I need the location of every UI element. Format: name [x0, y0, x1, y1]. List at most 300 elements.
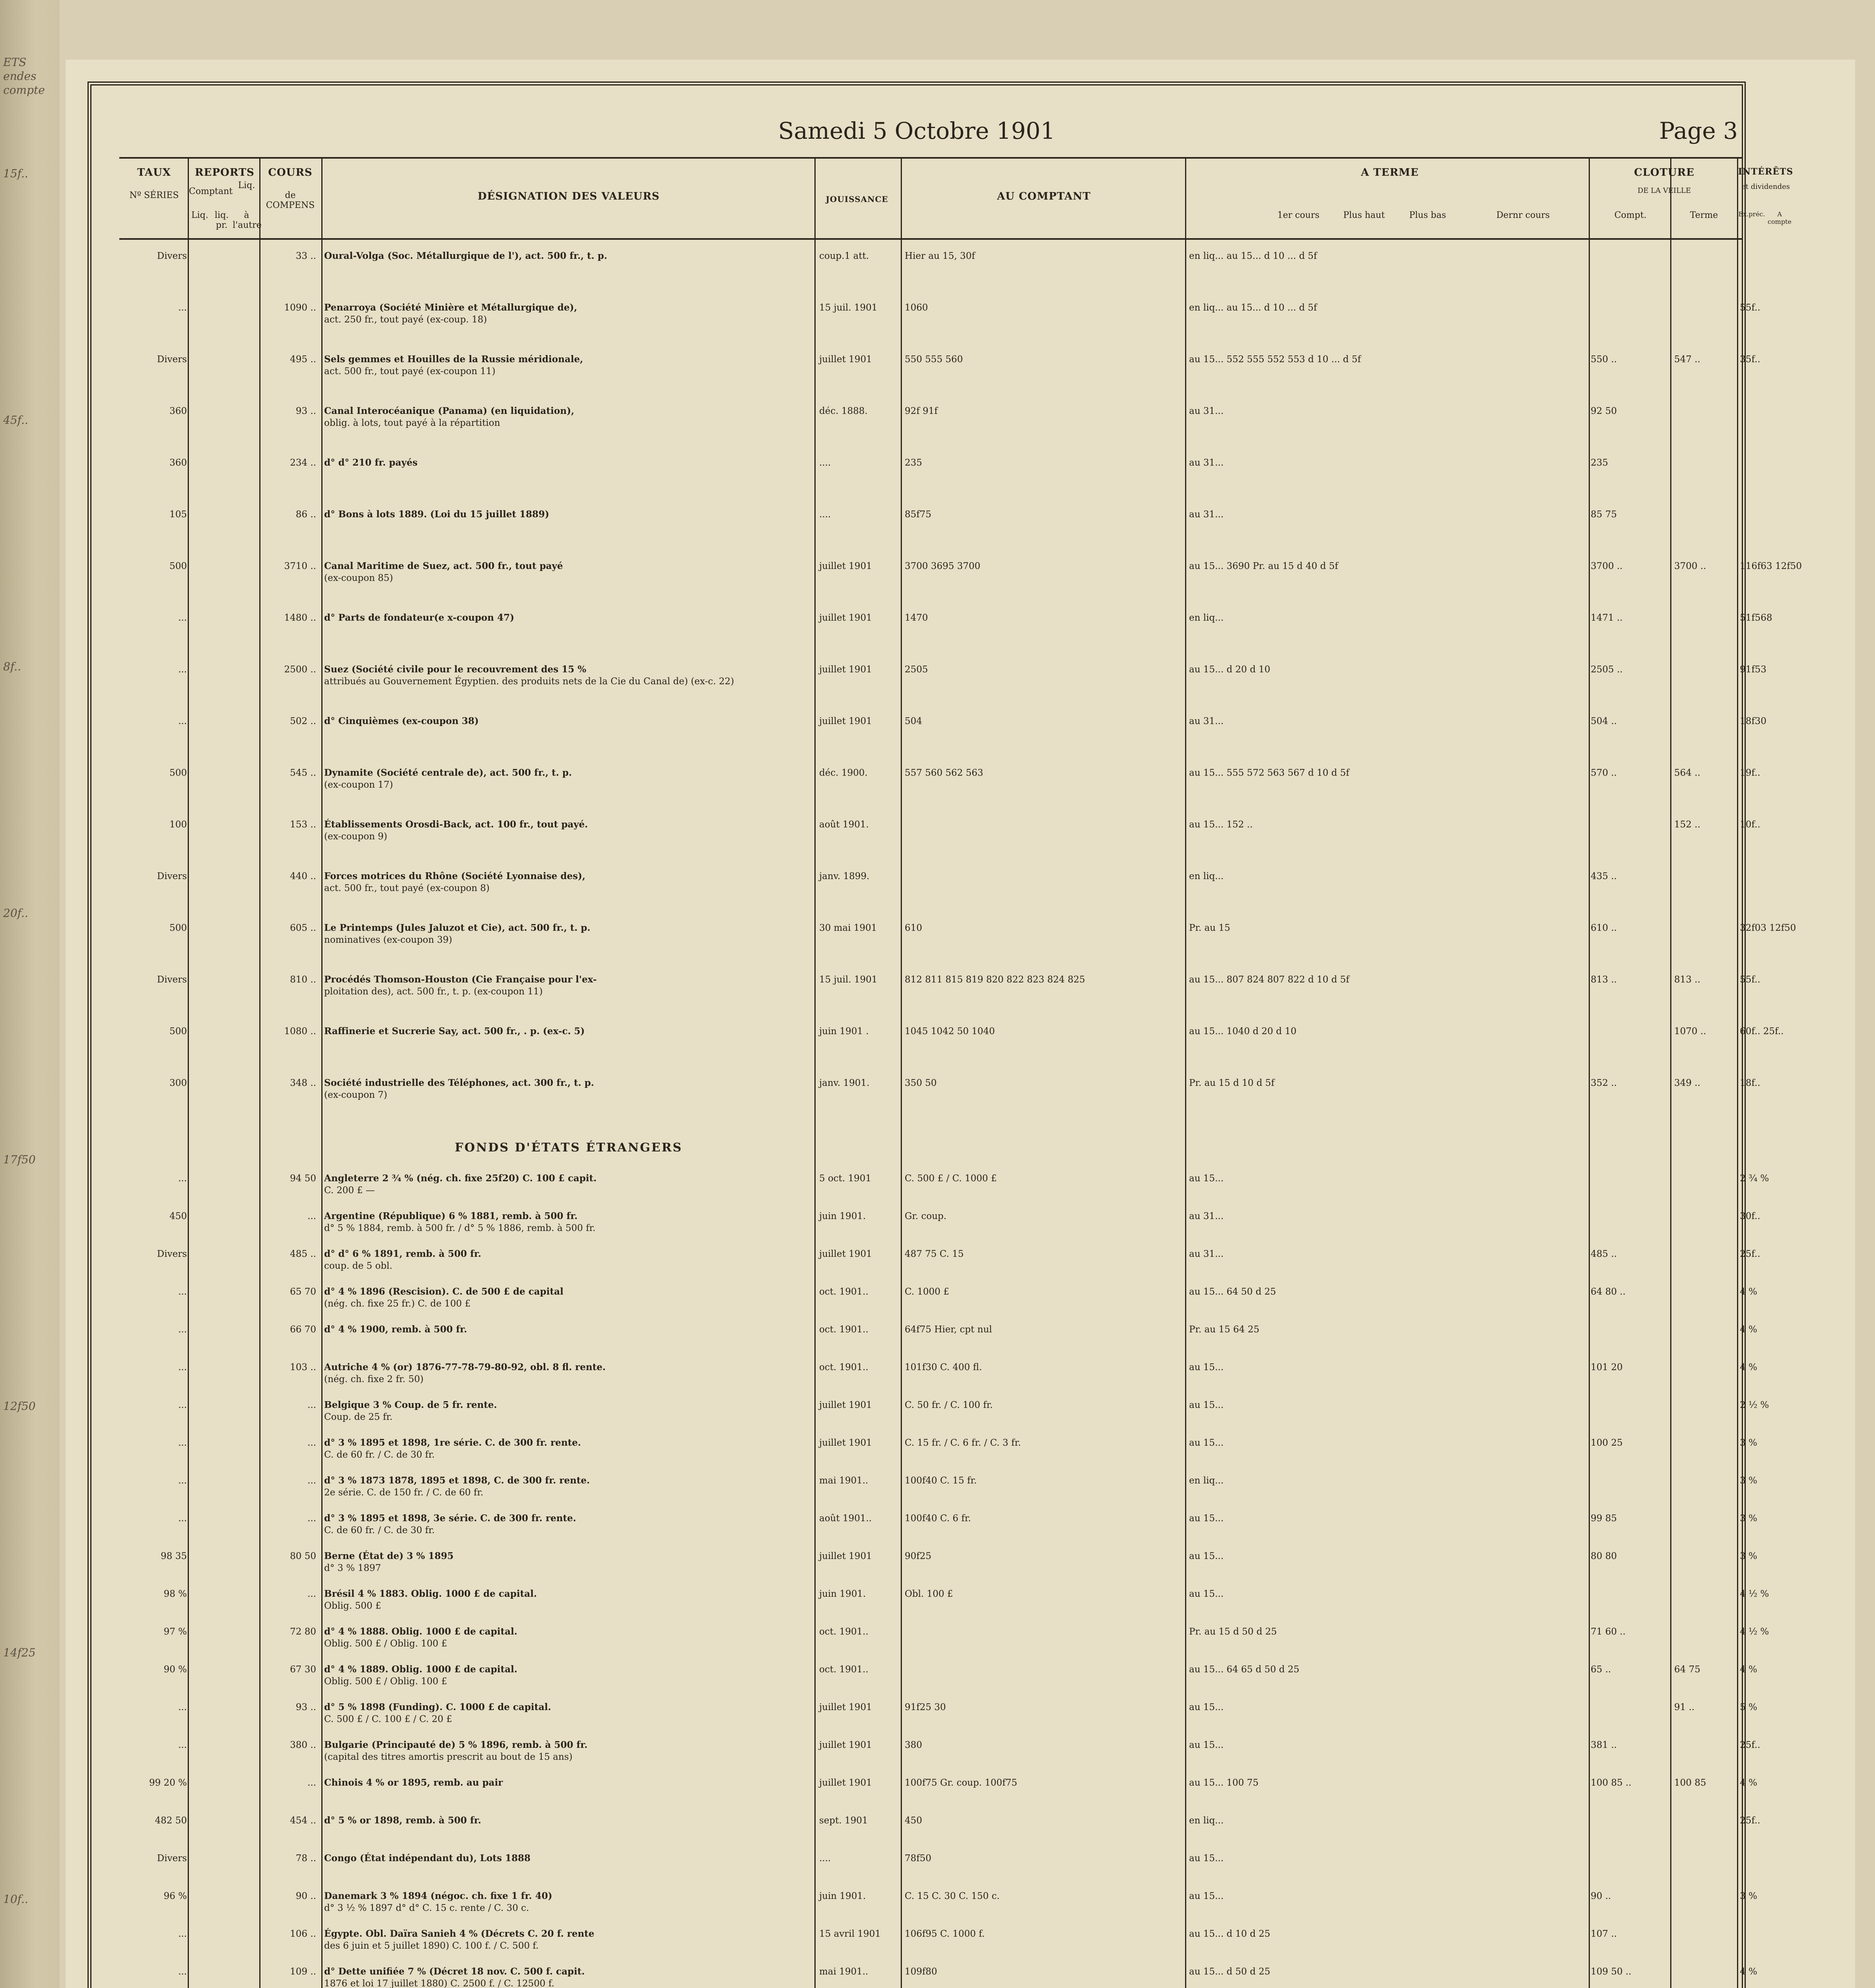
cell-taux: ...	[178, 1513, 187, 1524]
cell-cours: 502 ..	[290, 716, 316, 726]
cell-comptant: Hier au 15, 30f	[905, 251, 975, 261]
cell-cours: 65 70	[290, 1287, 316, 1297]
cell-interets: 4 ½ %	[1740, 1627, 1769, 1637]
cell-cours: 234 ..	[290, 458, 316, 468]
cell-comptant: 1060	[905, 303, 928, 313]
cell-designation	[324, 1966, 813, 1988]
cell-comptant: 109f80	[905, 1967, 937, 1977]
cell-terme: au 15...	[1189, 1400, 1224, 1410]
cell-interets: 60f.. 25f..	[1740, 1026, 1784, 1037]
cell-comptant: 487 75 C. 15	[905, 1249, 964, 1259]
cell-cours: 106 ..	[290, 1929, 316, 1939]
security-detail: C. de 60 fr. / C. de 30 fr.	[324, 1525, 435, 1536]
cell-cloture-compt: 99 85	[1591, 1513, 1617, 1524]
cell-taux: ...	[178, 303, 187, 313]
col-liq: Liq.	[238, 181, 255, 190]
cell-interets: 18f..	[1740, 1078, 1760, 1088]
col-taux: TAUX	[137, 167, 171, 179]
security-name: d° d° 210 fr. payés	[324, 457, 418, 468]
cell-cours: ...	[307, 1211, 316, 1221]
security-name: Société industrielle des Téléphones, act. 300 fr., t. p.	[324, 1077, 594, 1088]
cell-interets: 116f63 12f50	[1740, 561, 1802, 571]
cell-cloture-terme: 100 85	[1674, 1778, 1706, 1788]
cell-taux: ...	[178, 1324, 187, 1335]
cell-interets: 4 %	[1740, 1324, 1757, 1335]
cell-terme: Pr. au 15 64 25	[1189, 1324, 1259, 1335]
security-name: Dynamite (Société centrale de), act. 500 fr., t. p.	[324, 767, 572, 778]
security-name: Canal Maritime de Suez, act. 500 fr., tout payé	[324, 561, 563, 571]
cell-terme: au 15...	[1189, 1513, 1224, 1524]
cell-jouissance: juillet 1901	[819, 613, 872, 623]
cell-jouissance: mai 1901..	[819, 1475, 869, 1486]
security-detail: (nég. ch. fixe 25 fr.) C. de 100 £	[324, 1299, 471, 1309]
cell-taux: 450	[169, 1211, 187, 1221]
cell-designation	[324, 405, 813, 429]
cell-taux: Divers	[157, 251, 187, 261]
cell-taux: 90 %	[163, 1664, 187, 1675]
security-detail: Oblig. 500 £ / Oblig. 100 £	[324, 1639, 447, 1649]
security-detail: C. 500 £ / C. 100 £ / C. 20 £	[324, 1714, 452, 1724]
cell-comptant: 812 811 815 819 820 822 823 824 825	[905, 975, 1085, 985]
cell-designation	[324, 1852, 813, 1864]
cell-designation	[324, 1512, 813, 1536]
cell-jouissance: juillet 1901	[819, 354, 872, 365]
security-detail: act. 500 fr., tout payé (ex-coupon 8)	[324, 883, 490, 893]
security-name: d° 3 % 1895 et 1898, 3e série. C. de 300 fr. rente.	[324, 1513, 576, 1524]
quotation-table	[119, 157, 1802, 1988]
cell-jouissance: janv. 1899.	[819, 871, 870, 881]
cell-designation	[324, 1286, 813, 1310]
cell-cloture-terme: 64 75	[1674, 1664, 1700, 1675]
cell-comptant: 1470	[905, 613, 928, 623]
cell-cloture-compt: 107 ..	[1591, 1929, 1617, 1939]
cell-cloture-compt: 235	[1591, 458, 1608, 468]
security-name: Bulgarie (Principauté de) 5 % 1896, remb. à 500 fr.	[324, 1740, 588, 1750]
cell-comptant: 2505	[905, 664, 928, 675]
cell-cloture-compt: 101 20	[1591, 1362, 1623, 1373]
cell-cloture-terme: 1070 ..	[1674, 1026, 1706, 1037]
cell-cloture-compt: 80 80	[1591, 1551, 1617, 1561]
cell-terme: au 15...	[1189, 1853, 1224, 1864]
security-name: Établissements Orosdi-Back, act. 100 fr., tout payé.	[324, 819, 588, 830]
col-a-lautre: à l'autre	[233, 210, 262, 230]
cell-terme: au 31...	[1189, 458, 1224, 468]
security-name: Forces motrices du Rhône (Société Lyonnaise des),	[324, 871, 585, 881]
table-body	[119, 238, 1802, 1988]
margin-fragment: 15f..	[3, 167, 28, 180]
security-name: Congo (État indépendant du), Lots 1888	[324, 1853, 531, 1864]
cell-cloture-terme: 813 ..	[1674, 975, 1700, 985]
security-name: d° d° 6 % 1891, remb. à 500 fr.	[324, 1248, 482, 1259]
security-name: Oural-Volga (Soc. Métallurgique de l'), act. 500 fr., t. p.	[324, 250, 607, 261]
cell-comptant: Obl. 100 £	[905, 1589, 953, 1599]
cell-terme: Pr. au 15 d 50 d 25	[1189, 1627, 1277, 1637]
cell-cloture-compt: 550 ..	[1591, 354, 1617, 365]
margin-fragment: 20f..	[3, 907, 28, 920]
cell-designation	[324, 922, 813, 946]
security-name: Égypte. Obl. Daïra Sanieh 4 % (Décrets C. 20 f. rente	[324, 1928, 595, 1939]
cell-designation	[324, 1739, 813, 1763]
security-name: d° 4 % 1888. Oblig. 1000 £ de capital.	[324, 1626, 517, 1637]
cell-jouissance: juillet 1901	[819, 1778, 872, 1788]
cell-jouissance: ....	[819, 509, 831, 520]
cell-taux: ...	[178, 1967, 187, 1977]
cell-terme: en liq...	[1189, 613, 1224, 623]
security-detail: (capital des titres amortis prescrit au bout de 15 ans)	[324, 1752, 573, 1762]
cell-designation	[324, 1626, 813, 1650]
cell-jouissance: juin 1901.	[819, 1211, 866, 1221]
cell-interets: 4 ½ %	[1740, 1589, 1769, 1599]
cell-taux: 500	[169, 1026, 187, 1037]
col-clot-compt: Compt.	[1614, 210, 1647, 220]
cell-taux: Divers	[157, 1853, 187, 1864]
cell-interets: 4 %	[1740, 1664, 1757, 1675]
security-name: Canal Interocéanique (Panama) (en liquidation),	[324, 406, 574, 416]
cell-designation	[324, 1815, 813, 1827]
cell-taux: ...	[178, 1362, 187, 1373]
cell-designation	[324, 457, 813, 469]
cell-taux: 97 %	[163, 1627, 187, 1637]
cell-terme: au 15...	[1189, 1589, 1224, 1599]
security-detail: attribués au Gouvernement Égyptien. des produits nets de la Cie du Canal de) (ex-c. 22)	[324, 676, 734, 687]
security-name: d° 3 % 1895 et 1898, 1re série. C. de 300 fr. rente.	[324, 1437, 581, 1448]
cell-terme: au 15... 152 ..	[1189, 819, 1253, 830]
security-detail: coup. de 5 obl.	[324, 1261, 392, 1271]
cell-jouissance: juillet 1901	[819, 1740, 872, 1750]
cell-terme: au 31...	[1189, 1211, 1224, 1221]
col-liq-sub: Liq.	[191, 210, 208, 220]
cell-taux: 98 %	[163, 1589, 187, 1599]
security-name: Penarroya (Société Minière et Métallurgique de),	[324, 302, 577, 313]
cell-cours: 495 ..	[290, 354, 316, 365]
cell-interets: 55f..	[1740, 303, 1760, 313]
cell-jouissance: juin 1901.	[819, 1589, 866, 1599]
cell-interets: 4 %	[1740, 1362, 1757, 1373]
cell-taux: ...	[178, 716, 187, 726]
cell-cours: 485 ..	[290, 1249, 316, 1259]
cell-terme: au 15...	[1189, 1702, 1224, 1712]
cell-cloture-compt: 109 50 ..	[1591, 1967, 1632, 1977]
security-name: Angleterre 2 ¾ % (nég. ch. fixe 25f20) C. 100 £ capit.	[324, 1173, 597, 1184]
cell-comptant: C. 500 £ / C. 1000 £	[905, 1173, 997, 1184]
cell-jouissance: juillet 1901	[819, 716, 872, 726]
cell-cours: 1080 ..	[284, 1026, 316, 1037]
cell-designation	[324, 974, 813, 998]
cell-interets: 3 %	[1740, 1551, 1757, 1561]
cell-comptant: 101f30 C. 400 fl.	[905, 1362, 982, 1373]
cell-terme: au 15... 64 50 d 25	[1189, 1287, 1276, 1297]
col-liq-pr: liq. pr.	[214, 210, 229, 230]
cell-jouissance: 15 juil. 1901	[819, 975, 878, 985]
col-jouissance: JOUISSANCE	[826, 194, 888, 204]
page-number: Page 3	[1659, 117, 1738, 144]
security-name: Belgique 3 % Coup. de 5 fr. rente.	[324, 1400, 497, 1410]
cell-terme: au 31...	[1189, 509, 1224, 520]
margin-fragment: compte	[3, 83, 45, 97]
cell-designation	[324, 1890, 813, 1914]
cell-interets: 35f..	[1740, 354, 1760, 365]
page-frame	[87, 82, 1802, 1988]
cell-terme: Pr. au 15 d 10 d 5f	[1189, 1078, 1275, 1088]
cell-jouissance: 30 mai 1901	[819, 923, 877, 933]
margin-fragment: 8f..	[3, 660, 21, 673]
cell-jouissance: coup.1 att.	[819, 251, 869, 261]
security-detail: C. de 60 fr. / C. de 30 fr.	[324, 1450, 435, 1460]
cell-interets: 55f..	[1740, 975, 1760, 985]
cell-terme: au 15... d 10 d 25	[1189, 1929, 1271, 1939]
cell-designation	[324, 1361, 813, 1385]
security-name: Danemark 3 % 1894 (négoc. ch. fixe 1 fr. 40)	[324, 1891, 552, 1901]
cell-interets: 2 ¾ %	[1740, 1173, 1769, 1184]
cell-terme: au 15...	[1189, 1173, 1224, 1184]
security-name: d° Cinquièmes (ex-coupon 38)	[324, 716, 479, 726]
cell-cours: 33 ..	[295, 251, 316, 261]
security-detail: act. 250 fr., tout payé (ex-coup. 18)	[324, 315, 487, 325]
table-header	[119, 159, 1793, 240]
cell-comptant: 85f75	[905, 509, 932, 520]
cell-cours: 1480 ..	[284, 613, 316, 623]
cell-cloture-compt: 100 25	[1591, 1438, 1623, 1448]
security-detail: (ex-coupon 9)	[324, 831, 387, 842]
cell-designation	[324, 1777, 813, 1789]
cell-cours: 348 ..	[290, 1078, 316, 1088]
cell-taux: 500	[169, 768, 187, 778]
col-cours: COURS	[268, 167, 313, 179]
cell-designation	[324, 1173, 813, 1196]
cell-comptant: 610	[905, 923, 922, 933]
cell-interets: 25f..	[1740, 1249, 1760, 1259]
cell-cloture-compt: 352 ..	[1591, 1078, 1617, 1088]
cell-taux: 98 35	[161, 1551, 187, 1561]
cell-terme: au 15... 552 555 552 553 d 10 ... d 5f	[1189, 354, 1361, 365]
cell-designation	[324, 612, 813, 624]
cell-cloture-compt: 65 ..	[1591, 1664, 1611, 1675]
cell-taux: 500	[169, 561, 187, 571]
cell-terme: en liq... au 15... d 10 ... d 5f	[1189, 303, 1317, 313]
cell-comptant: 504	[905, 716, 922, 726]
cell-cours: 810 ..	[290, 975, 316, 985]
cell-jouissance: 5 oct. 1901	[819, 1173, 872, 1184]
cell-comptant: 100f40 C. 6 fr.	[905, 1513, 971, 1524]
cell-cours: 90 ..	[295, 1891, 316, 1901]
cell-interets: 5 %	[1740, 1702, 1757, 1712]
security-detail: nominatives (ex-coupon 39)	[324, 935, 453, 945]
cell-terme: au 15... d 20 d 10	[1189, 664, 1271, 675]
security-name: d° 4 % 1896 (Rescision). C. de 500 £ de capital	[324, 1286, 563, 1297]
margin-fragment: 45f..	[3, 414, 28, 427]
cell-taux: ...	[178, 1475, 187, 1486]
cell-terme: au 15... 1040 d 20 d 10	[1189, 1026, 1297, 1037]
col-a-compte: A compte	[1768, 210, 1791, 225]
cell-cours: ...	[307, 1778, 316, 1788]
cell-jouissance: juillet 1901	[819, 1438, 872, 1448]
cell-cloture-compt: 485 ..	[1591, 1249, 1617, 1259]
cell-comptant: 100f40 C. 15 fr.	[905, 1475, 977, 1486]
cell-taux: ...	[178, 1702, 187, 1712]
cell-jouissance: oct. 1901..	[819, 1627, 869, 1637]
cell-cours: ...	[307, 1438, 316, 1448]
cell-cours: 86 ..	[295, 509, 316, 520]
cell-cours: 380 ..	[290, 1740, 316, 1750]
cell-cours: 93 ..	[295, 406, 316, 416]
security-detail: oblig. à lots, tout payé à la répartition	[324, 418, 500, 428]
cell-cours: 454 ..	[290, 1815, 316, 1826]
cell-interets: 91f53	[1740, 664, 1767, 675]
cell-jouissance: oct. 1901..	[819, 1287, 869, 1297]
cell-cloture-terme: 349 ..	[1674, 1078, 1700, 1088]
cell-cloture-compt: 2505 ..	[1591, 664, 1623, 675]
newspaper-page	[66, 60, 1855, 1988]
security-name: d° 4 % 1900, remb. à 500 fr.	[324, 1324, 467, 1335]
security-detail: des 6 juin et 5 juillet 1890) C. 100 f. / C. 500 f.	[324, 1941, 539, 1951]
cell-comptant: C. 15 fr. / C. 6 fr. / C. 3 fr.	[905, 1438, 1021, 1448]
cell-designation	[324, 302, 813, 326]
cell-jouissance: ....	[819, 1853, 831, 1864]
cell-terme: en liq...	[1189, 1815, 1224, 1826]
cell-comptant: 90f25	[905, 1551, 932, 1561]
cell-jouissance: juillet 1901	[819, 1249, 872, 1259]
cell-cloture-compt: 813 ..	[1591, 975, 1617, 985]
cell-cours: 72 80	[290, 1627, 316, 1637]
cell-designation	[324, 715, 813, 727]
security-detail: (ex-coupon 7)	[324, 1090, 387, 1100]
security-detail: d° 5 % 1884, remb. à 500 fr. / d° 5 % 1886, remb. à 500 fr.	[324, 1223, 596, 1233]
cell-cloture-compt: 85 75	[1591, 509, 1617, 520]
cell-jouissance: juillet 1901	[819, 1400, 872, 1410]
cell-taux: 360	[169, 458, 187, 468]
col-taux-sub: Nº SÉRIES	[129, 190, 179, 200]
cell-cours: 67 30	[290, 1664, 316, 1675]
cell-cloture-terme: 3700 ..	[1674, 561, 1706, 571]
cell-terme: en liq... au 15... d 10 ... d 5f	[1189, 251, 1317, 261]
security-detail: ploitation des), act. 500 fr., t. p. (ex-coupon 11)	[324, 986, 543, 997]
cell-cours: ...	[307, 1589, 316, 1599]
cell-interets: 51f568	[1740, 613, 1772, 623]
col-clot-terme: Terme	[1690, 210, 1718, 220]
cell-cloture-compt: 435 ..	[1591, 871, 1617, 881]
col-cloture: CLOTURE	[1634, 167, 1695, 179]
cell-comptant: C. 1000 £	[905, 1287, 949, 1297]
cell-terme: au 15... 807 824 807 822 d 10 d 5f	[1189, 975, 1349, 985]
security-detail: act. 500 fr., tout payé (ex-coupon 11)	[324, 366, 495, 377]
col-cours-sub: de COMPENS	[266, 190, 315, 210]
cell-jouissance: août 1901.	[819, 819, 869, 830]
cell-interets: 4 %	[1740, 1778, 1757, 1788]
cell-terme: au 31...	[1189, 1249, 1224, 1259]
cell-comptant: 100f75 Gr. coup. 100f75	[905, 1778, 1018, 1788]
col-interets: INTÉRÊTS	[1738, 167, 1793, 177]
cell-designation	[324, 1475, 813, 1499]
cell-designation	[324, 250, 813, 262]
security-detail: Coup. de 25 fr.	[324, 1412, 393, 1422]
security-detail: d° 3 ½ % 1897 d° d° C. 15 c. rente / C. 30 c.	[324, 1903, 529, 1913]
margin-fragment: 14f25	[3, 1646, 36, 1659]
cell-designation	[324, 870, 813, 894]
cell-taux: 100	[169, 819, 187, 830]
security-name: d° 5 % or 1898, remb. à 500 fr.	[324, 1815, 481, 1826]
cell-jouissance: déc. 1900.	[819, 768, 868, 778]
cell-cours: ...	[307, 1475, 316, 1486]
cell-taux: ...	[178, 664, 187, 675]
col-a-terme: A TERME	[1361, 167, 1419, 179]
cell-cloture-compt: 610 ..	[1591, 923, 1617, 933]
cell-taux: 99 20 %	[149, 1778, 187, 1788]
cell-cours: 109 ..	[290, 1967, 316, 1977]
security-name: d° 5 % 1898 (Funding). C. 1000 £ de capital.	[324, 1702, 551, 1712]
cell-interets: 4 %	[1740, 1967, 1757, 1977]
security-name: d° 3 % 1873 1878, 1895 et 1898, C. de 300 fr. rente.	[324, 1475, 590, 1486]
cell-comptant: 235	[905, 458, 922, 468]
col-dernier-cours: Dernr cours	[1496, 210, 1550, 220]
cell-interets: 3 %	[1740, 1475, 1757, 1486]
cell-terme: au 15...	[1189, 1551, 1224, 1561]
cell-jouissance: juin 1901.	[819, 1891, 866, 1901]
cell-comptant: C. 50 fr. / C. 100 fr.	[905, 1400, 993, 1410]
cell-comptant: 350 50	[905, 1078, 937, 1088]
cell-cloture-compt: 71 60 ..	[1591, 1627, 1626, 1637]
cell-jouissance: juillet 1901	[819, 561, 872, 571]
page-date-title: Samedi 5 Octobre 1901	[778, 117, 1055, 144]
security-name: d° Parts de fondateur(e x-coupon 47)	[324, 612, 515, 623]
col-premier-cours: 1er cours	[1277, 210, 1320, 220]
cell-jouissance: oct. 1901..	[819, 1664, 869, 1675]
margin-fragment: ETS	[3, 56, 27, 69]
margin-fragment: 17f50	[3, 1153, 36, 1166]
cell-terme: au 31...	[1189, 406, 1224, 416]
cell-cloture-compt: 92 50	[1591, 406, 1617, 416]
cell-cours: 103 ..	[290, 1362, 316, 1373]
cell-jouissance: juillet 1901	[819, 1551, 872, 1561]
cell-interets: 19f..	[1740, 768, 1760, 778]
cell-terme: au 15...	[1189, 1362, 1224, 1373]
security-detail: Oblig. 500 £	[324, 1601, 381, 1611]
cell-cloture-compt: 1471 ..	[1591, 613, 1623, 623]
cell-cloture-terme: 547 ..	[1674, 354, 1700, 365]
cell-cours: 3710 ..	[284, 561, 316, 571]
security-name: Le Printemps (Jules Jaluzot et Cie), act. 500 fr., t. p.	[324, 922, 591, 933]
cell-taux: ...	[178, 1929, 187, 1939]
cell-taux: ...	[178, 1173, 187, 1184]
cell-designation	[324, 1025, 813, 1037]
cell-comptant: 557 560 562 563	[905, 768, 983, 778]
cell-taux: ...	[178, 1740, 187, 1750]
cell-interets: 3 %	[1740, 1891, 1757, 1901]
cell-jouissance: juin 1901 .	[819, 1026, 869, 1037]
col-comptant: Comptant	[189, 186, 233, 196]
cell-taux: 105	[169, 509, 187, 520]
cell-taux: 96 %	[163, 1891, 187, 1901]
col-designation: DÉSIGNATION DES VALEURS	[478, 190, 660, 202]
cell-taux: ...	[178, 1287, 187, 1297]
cell-cours: 545 ..	[290, 768, 316, 778]
cell-designation	[324, 1248, 813, 1272]
security-name: d° Bons à lots 1889. (Loi du 15 juillet 1889)	[324, 509, 550, 520]
cell-taux: ...	[178, 1400, 187, 1410]
cell-jouissance: oct. 1901..	[819, 1362, 869, 1373]
cell-designation	[324, 1588, 813, 1612]
col-et-dividendes: et dividendes	[1741, 182, 1790, 191]
cell-designation	[324, 1701, 813, 1725]
cell-designation	[324, 560, 813, 584]
cell-taux: Divers	[157, 1249, 187, 1259]
security-detail: Oblig. 500 £ / Oblig. 100 £	[324, 1676, 447, 1687]
cell-designation	[324, 353, 813, 377]
cell-cours: 78 ..	[295, 1853, 316, 1864]
cell-terme: au 15... 555 572 563 567 d 10 d 5f	[1189, 768, 1349, 778]
cell-jouissance: août 1901..	[819, 1513, 872, 1524]
security-detail: d° 3 % 1897	[324, 1563, 381, 1573]
security-name: Sels gemmes et Houilles de la Russie méridionale,	[324, 354, 583, 365]
